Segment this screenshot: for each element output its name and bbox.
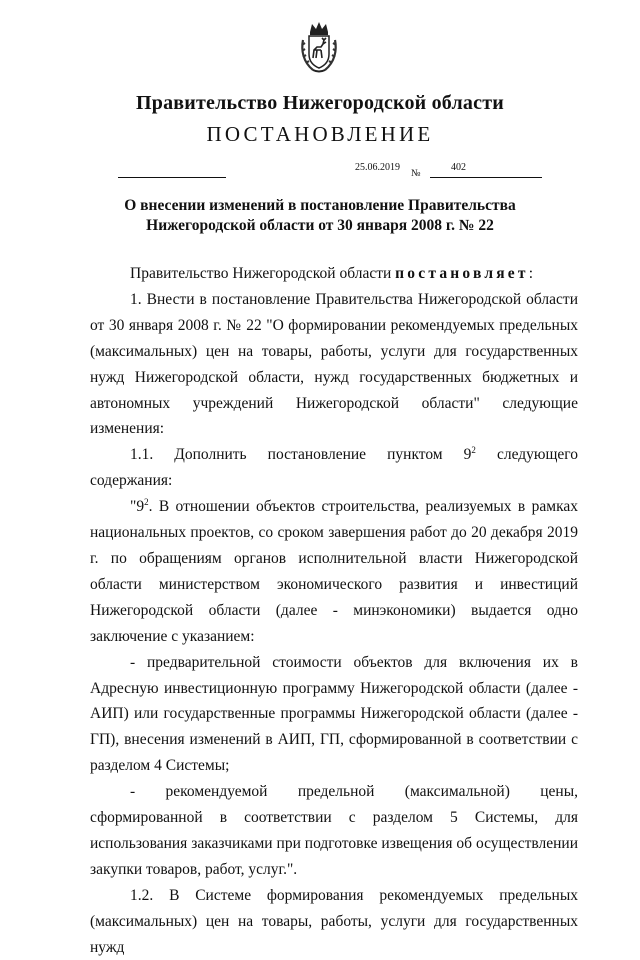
p11-superscript: 2 [471,445,476,456]
document-date: 25.06.2019 [355,162,400,173]
subject-line-1: О внесении изменений в постановление Правительства [124,197,516,214]
intro-colon: : [528,265,534,282]
p11-text-b: следующего содержания: [90,446,578,490]
blank-line-left [118,177,226,178]
list-item-recommended-price: - рекомендуемой предельной (максимальной) цены, сформированной в соответствии с разделом 5 Системы, для использования заказчиками при подготовке извещения об осуществлении закупки товаров, работ, услуг.". [90,783,578,878]
intro-text: Правительство Нижегородской области [130,265,396,282]
p92-superscript: 2 [144,497,149,507]
document-subject [0,196,640,236]
number-sign: № [411,168,421,179]
document-type: ПОСТАНОВЛЕНИЕ [206,122,434,146]
paragraph-1-2: 1.2. В Системе формирования рекомендуемых предельных (максимальных) цен на товары, работы, услуги для государственных нужд [90,886,578,956]
paragraph-9-2 [90,494,578,649]
government-title: Правительство Нижегородской области [136,92,504,114]
blank-line-right [430,177,542,178]
paragraph-1: 1. Внести в постановление Правительства Нижегородской области от 30 января 2008 г. № 22 "О формировании рекомендуемых предельных (максимальных) цен на товары, работы, услуги для государственных нужд Нижегородской области, нужд государственных бюджетных и автономных учреждений Нижегородской области" следующие изменения: [90,290,578,438]
p11-text-a: 1.1. Дополнить постановление пунктом 9 [130,446,472,464]
document-number: 402 [451,162,466,173]
paragraph-1-1 [90,442,578,494]
list-item-preliminary-cost: - предварительной стоимости объектов для включения их в Адресную инвестиционную программу Нижегородской области (далее - АИП) или государственные программы Нижегородской области (далее - ГП), внесения изменений в АИП, ГП, сформированной в соответствии с разделом 4 Системы; [90,653,578,775]
p92-text-a: "9 [130,498,145,516]
coat-of-arms-icon [299,20,339,74]
document-body [90,261,578,960]
resolution-intro [90,261,578,287]
spaced-keyword: постановляет [395,265,529,282]
subject-line-2: Нижегородской области от 30 января 2008 г. № 22 [146,217,494,234]
p92-text-b: . В отношении объектов строительства, реализуемых в рамках национальных проектов, со сроком завершения работ до 20 декабря 2019 г. по обращениям органов исполнительной власти Нижегородской области министерством экономического развития и инвестиций Нижегородской области (далее - минэкономики) выдается одно заключение с указанием: [90,498,578,645]
